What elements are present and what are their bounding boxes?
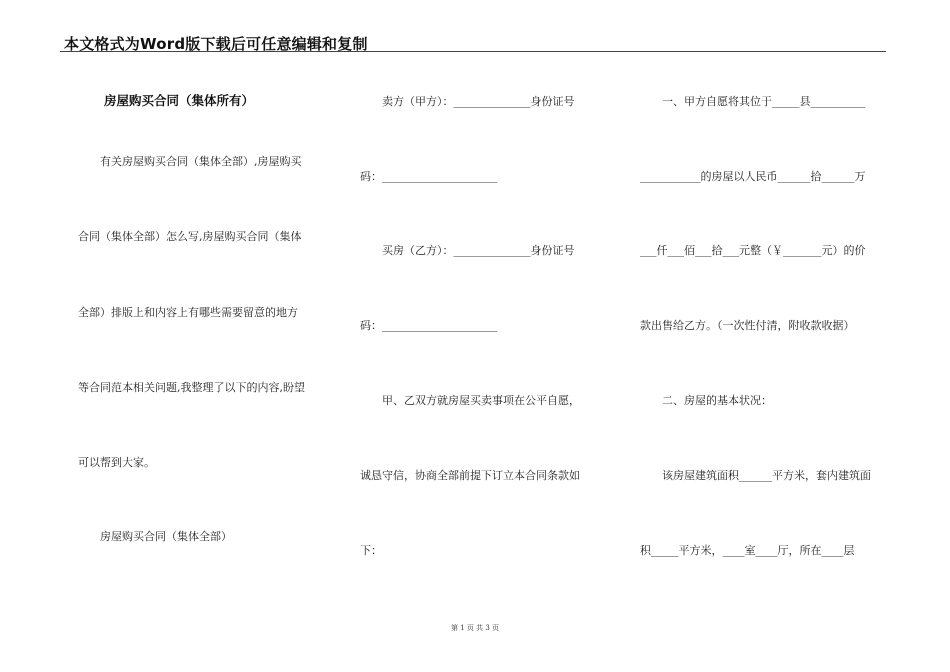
document-header-banner: 本文格式为Word版下载后可任意编辑和复制 <box>64 35 368 53</box>
clause-1-line-1: 一、甲方自愿将其位于_____县__________ <box>662 95 866 108</box>
clause-1-line-3: ___仟___佰___拾___元整（￥_______元）的价 <box>640 244 866 257</box>
col2-para-line-3: 下： <box>360 544 382 557</box>
clause-1-line-4: 款出售给乙方。（一次性付清，附收款收据） <box>640 319 855 332</box>
header-divider <box>60 51 886 52</box>
clause-2-line-2: 积_____平方米，____室____厅，所在____层 <box>640 544 855 557</box>
col1-line-3: 全部）排版上和内容上有哪些需要留意的地方 <box>78 306 298 319</box>
seller-line: 卖方（甲方）：______________身份证号 <box>382 95 575 108</box>
clause-2-line-1: 该房屋建筑面积______平方米，套内建筑面 <box>662 469 871 482</box>
buyer-line: 买房（乙方）：______________身份证号 <box>382 244 575 257</box>
clause-2-heading: 二、房屋的基本状况： <box>662 394 772 407</box>
col1-subtitle: 房屋购买合同（集体全部） <box>100 530 232 543</box>
col1-line-1: 有关房屋购买合同（集体全部）,房屋购买 <box>100 155 302 168</box>
page-number: 第 1 页 共 3 页 <box>450 624 500 632</box>
col1-line-4: 等合同范本相关问题,我整理了以下的内容,盼望 <box>78 381 305 394</box>
col1-line-5: 可以帮到大家。 <box>78 456 155 469</box>
buyer-id-line: 码：_____________________ <box>360 319 498 332</box>
col1-line-2: 合同（集体全部）怎么写,房屋购买合同（集体 <box>78 230 302 243</box>
col2-para-line-2: 诚恳守信，协商全部前提下订立本合同条款如 <box>360 469 580 482</box>
seller-id-line: 码：_____________________ <box>360 170 498 183</box>
col2-para-line-1: 甲、乙双方就房屋买卖事项在公平自愿， <box>382 394 580 407</box>
contract-title: 房屋购买合同（集体所有） <box>104 93 255 108</box>
clause-1-line-2: ___________的房屋以人民币______拾______万 <box>640 170 866 183</box>
